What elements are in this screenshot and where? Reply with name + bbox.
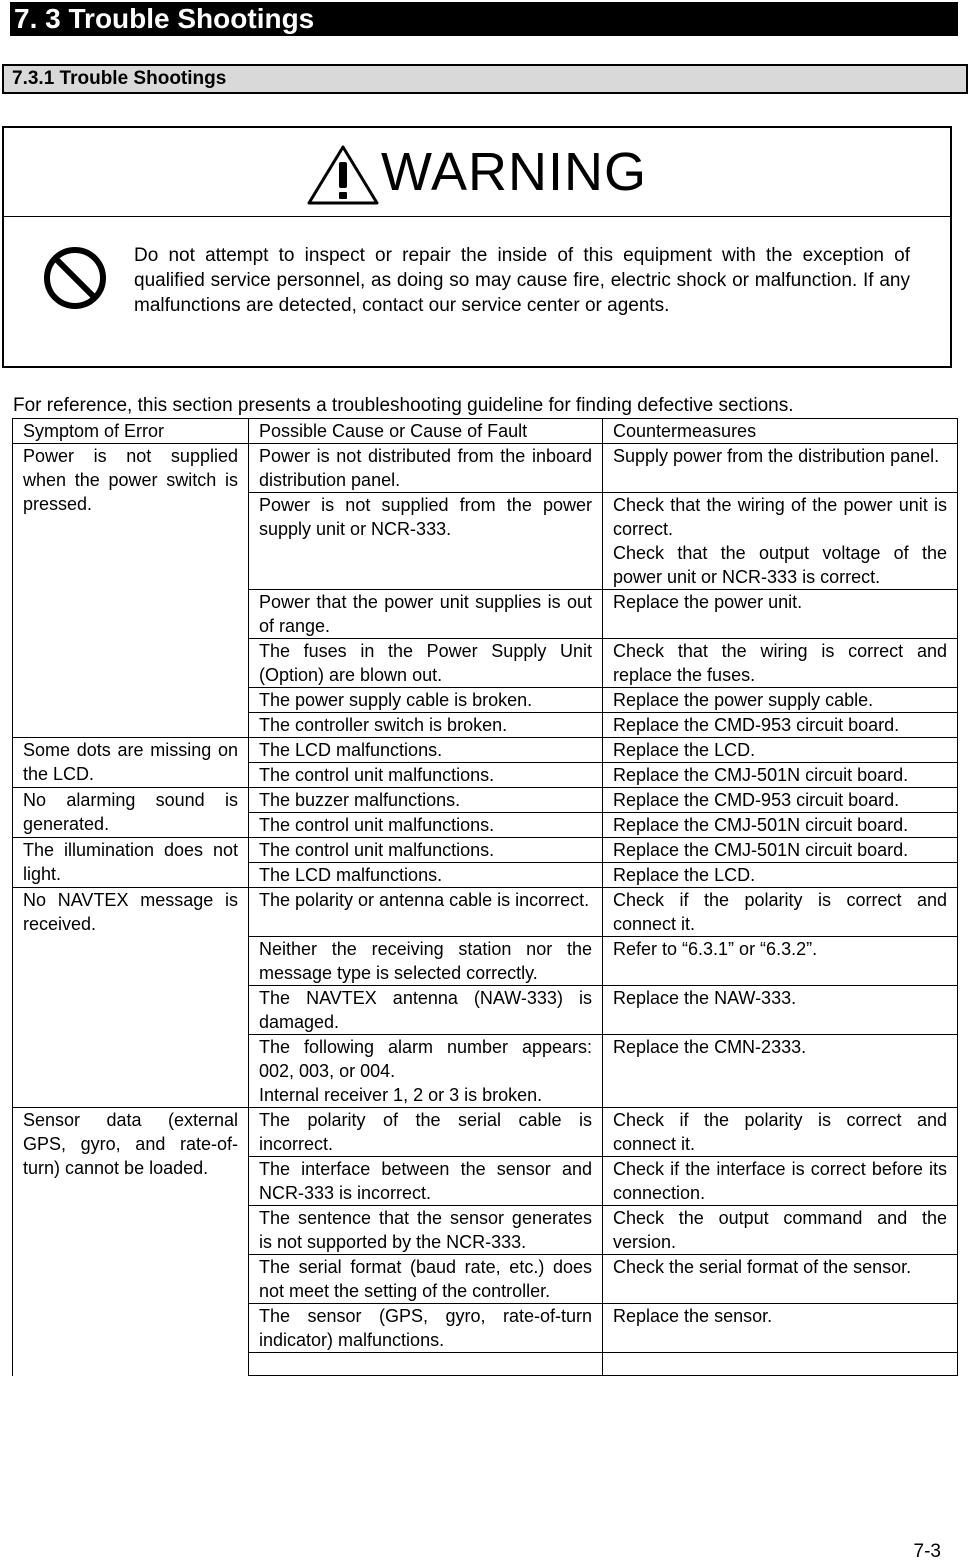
cause-cell: The fuses in the Power Supply Unit (Option) are blown out. [249, 639, 603, 688]
countermeasure-cell: Check if the interface is correct before its connection. [603, 1157, 958, 1206]
countermeasure-cell: Replace the CMJ-501N circuit board. [603, 813, 958, 838]
cause-cell: The controller switch is broken. [249, 713, 603, 738]
countermeasure-cell: Check that the wiring is correct and replace the fuses. [603, 639, 958, 688]
subsection-title: 7.3.1 Trouble Shootings [2, 64, 968, 94]
warning-header [4, 128, 950, 217]
cause-cell: The control unit malfunctions. [249, 838, 603, 863]
cause-cell: Power is not distributed from the inboard distribution panel. [249, 444, 603, 493]
cause-cell: The buzzer malfunctions. [249, 788, 603, 813]
cause-cell: The polarity of the serial cable is incorrect. [249, 1108, 603, 1157]
table-body [13, 444, 958, 1376]
countermeasure-cell: Replace the CMD-953 circuit board. [603, 713, 958, 738]
countermeasure-cell: Replace the CMN-2333. [603, 1035, 958, 1108]
warning-text: Do not attempt to inspect or repair the inside of this equipment with the exception of qualified service personnel, as doing so may cause fire, electric shock or malfunction. If any malfunctions are detected, contact our service center or agents. [134, 245, 910, 316]
countermeasure-cell: Replace the CMJ-501N circuit board. [603, 763, 958, 788]
cause-cell: The control unit malfunctions. [249, 763, 603, 788]
table-row [13, 888, 958, 937]
symptom-cell: Sensor data (external GPS, gyro, and rate-of-turn) cannot be loaded. [13, 1108, 249, 1376]
cause-cell: The control unit malfunctions. [249, 813, 603, 838]
countermeasure-cell: Replace the CMD-953 circuit board. [603, 788, 958, 813]
table-header-row [13, 419, 958, 444]
header-countermeasure: Countermeasures [603, 419, 958, 444]
page-number: 7-3 [913, 1541, 941, 1562]
symptom-cell: No alarming sound is generated. [13, 788, 249, 838]
countermeasure-cell: Replace the CMJ-501N circuit board. [603, 838, 958, 863]
warning-heading: WARNING [381, 142, 647, 202]
cause-cell: The following alarm number appears: 002, 003, or 004. Internal receiver 1, 2 or 3 is broken. [249, 1035, 603, 1108]
countermeasure-cell: Check that the wiring of the power unit is correct. Check that the output voltage of the power unit or NCR-333 is correct. [603, 493, 958, 590]
countermeasure-cell: Supply power from the distribution panel. [603, 444, 958, 493]
exclamation-triangle-icon [307, 144, 379, 206]
cause-cell: The sensor (GPS, gyro, rate-of-turn indicator) malfunctions. [249, 1304, 603, 1353]
countermeasure-cell: Replace the NAW-333. [603, 986, 958, 1035]
section-title: 7. 3 Trouble Shootings [10, 2, 958, 36]
countermeasure-cell: Check if the polarity is correct and connect it. [603, 1108, 958, 1157]
table-row [13, 738, 958, 763]
table-row [13, 1108, 958, 1157]
table-row [13, 838, 958, 863]
warning-box [2, 126, 952, 368]
cause-cell: The LCD malfunctions. [249, 863, 603, 888]
cause-cell: The polarity or antenna cable is incorrect. [249, 888, 603, 937]
countermeasure-cell: Check the serial format of the sensor. [603, 1255, 958, 1304]
cause-cell: The serial format (baud rate, etc.) does not meet the setting of the controller. [249, 1255, 603, 1304]
header-cause: Possible Cause or Cause of Fault [249, 419, 603, 444]
countermeasure-cell: Check the output command and the version. [603, 1206, 958, 1255]
cause-cell: The NAVTEX antenna (NAW-333) is damaged. [249, 986, 603, 1035]
symptom-cell: Some dots are missing on the LCD. [13, 738, 249, 788]
symptom-cell: Power is not supplied when the power switch is pressed. [13, 444, 249, 738]
header-symptom: Symptom of Error [13, 419, 249, 444]
cause-cell: The sentence that the sensor generates is not supported by the NCR-333. [249, 1206, 603, 1255]
table-row [13, 444, 958, 493]
cause-cell: The power supply cable is broken. [249, 688, 603, 713]
countermeasure-cell [603, 1353, 958, 1376]
countermeasure-cell: Replace the LCD. [603, 738, 958, 763]
cause-cell: Power that the power unit supplies is out of range. [249, 590, 603, 639]
symptom-cell: No NAVTEX message is received. [13, 888, 249, 1108]
cause-cell: The LCD malfunctions. [249, 738, 603, 763]
cause-cell: Power is not supplied from the power supply unit or NCR-333. [249, 493, 603, 590]
countermeasure-cell: Replace the sensor. [603, 1304, 958, 1353]
countermeasure-cell: Replace the power unit. [603, 590, 958, 639]
countermeasure-cell: Check if the polarity is correct and connect it. [603, 888, 958, 937]
countermeasure-cell: Replace the power supply cable. [603, 688, 958, 713]
intro-text: For reference, this section presents a troubleshooting guideline for finding defective sections. [13, 395, 794, 416]
cause-cell [249, 1353, 603, 1376]
symptom-cell: The illumination does not light. [13, 838, 249, 888]
countermeasure-cell: Replace the LCD. [603, 863, 958, 888]
troubleshooting-table [12, 418, 958, 1376]
cause-cell: Neither the receiving station nor the message type is selected correctly. [249, 937, 603, 986]
warning-body [4, 217, 950, 367]
table-row [13, 788, 958, 813]
countermeasure-cell: Refer to “6.3.1” or “6.3.2”. [603, 937, 958, 986]
prohibition-icon [42, 245, 108, 311]
cause-cell: The interface between the sensor and NCR-333 is incorrect. [249, 1157, 603, 1206]
